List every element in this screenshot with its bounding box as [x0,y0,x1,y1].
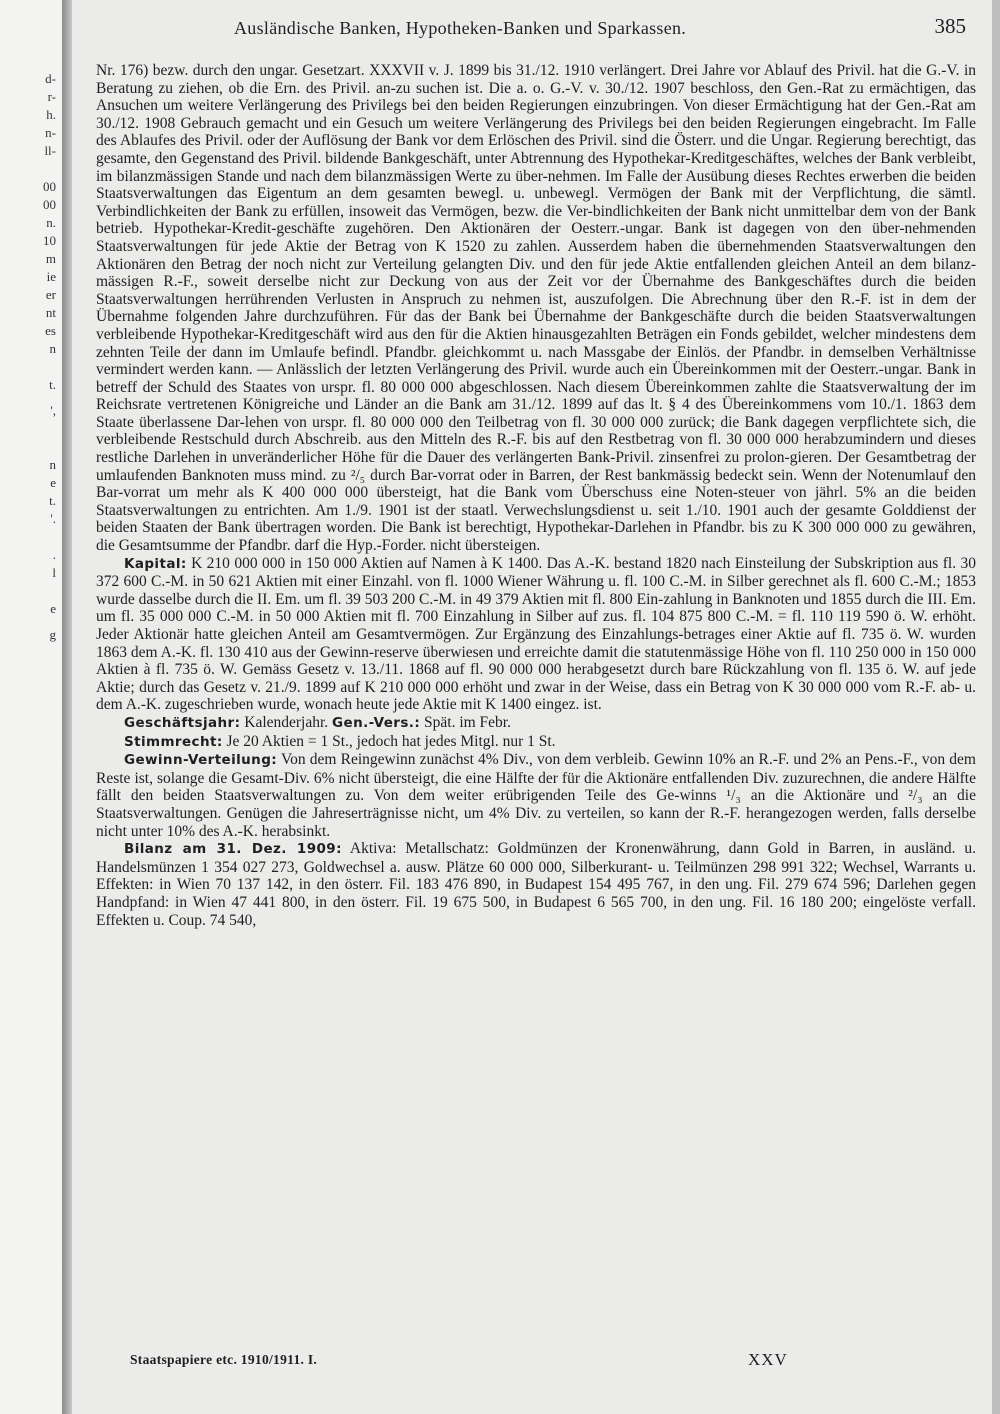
margin-fragment: '. [50,511,56,526]
running-header [72,14,992,44]
previous-page-margin [0,0,62,1414]
margin-fragment: m [45,251,56,266]
kapital-paragraph [96,555,976,714]
page-body [96,62,976,929]
margin-fragment: 00 [43,197,56,212]
margin-fragment: ', [50,403,56,418]
kapital-label: Kapital: [124,555,187,572]
gewinn-verteilung-label: Gewinn-Verteilung: [124,752,278,769]
margin-fragment: es [45,323,56,338]
book-page [72,0,992,1414]
geschaeftsjahr-line [96,714,976,733]
margin-fragment: t. [49,377,56,392]
margin-fragment: ll- [44,143,56,158]
bilanz-paragraph [96,840,976,929]
margin-fragment: n. [46,215,56,230]
bilanz-label: Bilanz am 31. Dez. 1909: [124,841,342,858]
footer-sheet-number: XXV [748,1350,788,1369]
bilanz-text: Aktiva: Metallschatz: Goldmünzen der Kronenwährung, dann Gold in Barren, in ausländ. u. Handelsmünzen 1 354 027 273, Goldwechsel a. ausw. Plätze 60 000 000, Silberkurant- u. Teilmünzen 298 991 322; Wechsel, Warrants u. Effekten: in Wien 70 137 142, in den österr. Fil. 183 476 890, in Budapest 154 495 767, in den ung. Fil. 279 674 596; Darlehen gegen Handpfand: in Wien 47 441 800, in den österr. Fil. 19 675 500, in Budapest 6 565 700, in den ung. Fil. 16 180 200; eingelöste verfall. Effekten u. Coup. 74 540, [96,840,977,929]
margin-fragment: n [49,457,56,472]
privilege-paragraph: Nr. 176) bezw. durch den ungar. Gesetzart. XXXVII v. J. 1899 bis 31./12. 1910 verlängert. Drei Jahre vor Ablauf des Privil. hat die G.-V. in Beratung zu ziehen, ob die Ern. des Privil. an-zu suchen ist. Die a. o. G.-V. v. 30./12. 1907 beschloss, den Gen.-Rat zu ermächtigen, das Ansuchen um weitere Verlängerung des Privilegs bei den beiden Regierungen einzubringen. Von dieser Ermächtigung hat der Gen.-Rat am 30./12. 1908 Gebrauch gemacht und ein Gesuch um weitere Verlängerung des Privilegs bei den beiden Regierungen eingebracht. Im Falle des Ablaufes des Privil. oder der Auflösung der Bank vor dem Erlöschen des Privil. sind die Österr. und die Ungar. Regierung berechtigt, das gesamte, den Gegenstand des Privil. bildende Bankgeschäft, unter Abtrennung des Hypothekar-Kreditgeschäftes, welches der Bank verbleibt, im bilanzmässigen Stande und nach dem bilanzmässigen Werte zu über-nehmen. Im Falle der Ausübung dieses Rechtes erwerben die beiden Staatsverwaltungen das Eigentum an dem gesamten bewegl. u. unbewegl. Vermögen der Bank mit der Verpflichtung, die sämtl. Verbindlichkeiten der Bank zu erfüllen, insoweit das Vermögen, bezw. die Ver-bindlichkeiten der Bank nicht unmittelbar dem von der Bank betrieb. Hypothekar-Kredit-geschäfte zugehören. Den Aktionären der Oesterr.-ungar. Bank ist dagegen von den über-nehmenden Staatsverwaltungen für jede Aktie der Betrag von K 1520 zu zahlen. Ausserdem haben die übernehmenden Staatsverwaltungen den Aktionären den Betrag der noch nicht zur Verteilung gelangten Div. und den für jede Aktie entfallenden gleichen Anteil an dem bilanz-mässigen R.-F., soweit derselbe nicht zur Deckung von aus der Zeit vor der Übernahme des Bankgeschäftes durch die beiden Staatsverwaltungen herrührenden Verlusten in Anspruch zu nehmen ist, auszufolgen. Die Abrechnung über den R.-F. ist in dem der Übernahme folgenden Jahre durchzuführen. Für das der Bank bei Übernahme der Bankgeschäfte durch die beiden Staatsverwaltungen verbleibende Hypothekar-Kreditgeschäft wird aus den für die Aktien hinausgezahlten Beträgen ein Fonds gebildet, welcher mindestens dem zehnten Teile der dann im Umlaufe befindl. Pfandbr. gleichkommt u. nach Massgabe der Einlös. der Pfandbr. in demselben Verhältnisse vermindert werden kann. — Anlässlich der letzten Verlängerung des Privil. wurde auch ein Übereinkommen mit der Oesterr.-ungar. Bank in betreff der Schuld des Staates von urspr. fl. 80 000 000 abgeschlossen. Nach diesem Übereinkommen zahlte die Staatsverwaltung der im Reichsrate vertretenen Königreiche und Länder an die Bank am 31./12. 1899 auf das lt. § 4 des Übereinkommens vom 10./1. 1863 dem Staate überlassene Dar-lehen von urspr. fl. 80 000 000 den Teilbetrag von fl. 30 000 000 zurück; die Bank dagegen verpflichtete sich, die verbleibende Restschuld durch Abschreib. aus den Mitteln des R.-F. bis auf den Restbetrag von fl. 30 000 000 herabzumindern und dieses restliche Darlehen in unveränderlicher Höhe für die Dauer des verlängerten Bank-Privil. zinsenfrei zu prolon-gieren. Der Gesamtbetrag der umlaufenden Banknoten muss mind. zu ²/₅ durch Bar-vorrat oder in Barren, der Rest bankmässig bedeckt sein. Wenn der Notenumlauf den Bar-vorrat um mehr als K 400 000 000 übersteigt, hat die Bank vom Überschuss eine Noten-steuer von jährl. 5% an die beiden Staatsverwaltungen zu entrichten. Am 1./9. 1901 ist der staatl. Verwechslungsdienst u. seit 1./10. 1901 auch der gesamte Golddienst der beiden Staaten der Bank übertragen worden. Die Bank ist berechtigt, Hypothekar-Darlehen in Pfandbr. bis zu K 300 000 000 zu gewähren, die Gesamtsumme der Pfandbr. darf die Hyp.-Forder. nicht übersteigen. [96,62,976,555]
stimmrecht-label: Stimmrecht: [124,733,223,750]
gewinn-verteilung-paragraph [96,751,976,840]
margin-fragment: t. [49,493,56,508]
geschaeftsjahr-label: Geschäftsjahr: [124,714,241,731]
margin-fragment: 10 [43,233,56,248]
stimmrecht-text: Je 20 Aktien = 1 St., jedoch hat jedes Mitgl. nur 1 St. [226,732,556,750]
margin-fragment: 00 [43,179,56,194]
page-footer [72,1352,992,1376]
margin-fragment: n [49,341,56,356]
book-gutter [62,0,72,1414]
gewinn-verteilung-text: Von dem Reingewinn zunächst 4% Div., von dem verbleib. Gewinn 10% an R.-F. und 2% an Pens.-F., von dem Reste ist, solange die Gesamt-Div. 6% nicht übersteigt, die eine Hälfte der für die Aktionäre entfallenden Div. zuzurechnen, die andere Hälfte fällt den beiden Staatsverwaltungen zu. Von dem weiter erübrigenden Teile des Ge-winns ¹/₃ an die Aktionäre und ²/₃ an die Staatsverwaltungen. Genügen die Jahreserträgnisse nicht, um 4% Div. zu verteilen, so kann der R.-F. herangezogen werden, falls derselbe nicht unter 10% des A.-K. herabsinkt. [96,751,976,840]
gen-vers-label: Gen.-Vers.: [332,714,421,731]
margin-fragment: l [52,565,56,580]
margin-fragment: . [52,547,56,562]
margin-fragment: d- [45,71,56,86]
margin-fragment: e [50,601,56,616]
kapital-text: K 210 000 000 in 150 000 Aktien auf Namen à K 1400. Das A.-K. bestand 1820 nach Einsteilung der Subskription aus fl. 30 372 600 C.-M. in 50 621 Aktien mit einer Einzahl. von fl. 1000 Wiener Währung u. fl. 100 C.-M. in Silber gerechnet als fl. 600 C.-M.; 1853 wurde dasselbe durch die II. Em. um fl. 39 503 200 C.-M. in 49 379 Aktien mit fl. 800 Ein-zahlung in Banknoten und 1855 durch die III. Em. um fl. 35 000 000 C.-M. in 50 000 Aktien mit fl. 700 Einzahlung in Silber auf zus. fl. 104 875 800 C.-M. = fl. 110 119 590 ö. W. erhöht. Jeder Aktionär hatte gleichen Anteil am Gesamtvermögen. Zur Ergänzung des Einzahlungs-betrages einer Aktie auf fl. 735 ö. W. wurden 1863 dem A.-K. fl. 130 410 aus der Gewinn-reserve überwiesen und erreichte damit die statutenmässige Höhe von fl. 110 250 000 in 150 000 Aktien à fl. 735 ö. W. Gemäss Gesetz v. 13./11. 1868 auf fl. 90 000 000 herabgesetzt durch bare Rückzahlung von fl. 135 ö. W. auf jede Aktie; durch das Gesetz v. 21./9. 1899 auf K 210 000 000 erhöht und zwar in der Weise, dass ein Betrag von K 30 000 000 vom R.-F. ab- u. dem A.-K. zugeschrieben wurde, wonach heute jede Aktie mit K 1400 eingez. ist. [96,554,976,714]
margin-fragment: h. [46,107,56,122]
page-number: 385 [934,14,966,38]
footer-signature: Staatspapiere etc. 1910/1911. I. [130,1352,318,1367]
margin-fragment: e [50,475,56,490]
stimmrecht-line [96,733,976,752]
margin-fragment: ie [46,269,56,284]
geschaeftsjahr-text: Kalenderjahr. [244,713,329,731]
gen-vers-text: Spät. im Febr. [424,713,511,731]
margin-fragment: g [49,627,56,642]
margin-fragment: nt [45,305,56,320]
margin-fragment: er [45,287,56,302]
margin-fragment: r- [47,89,56,104]
margin-fragment: n- [45,125,56,140]
running-header-title: Ausländische Banken, Hypotheken-Banken und Sparkassen. [234,18,687,38]
page-edge [992,0,1000,1414]
